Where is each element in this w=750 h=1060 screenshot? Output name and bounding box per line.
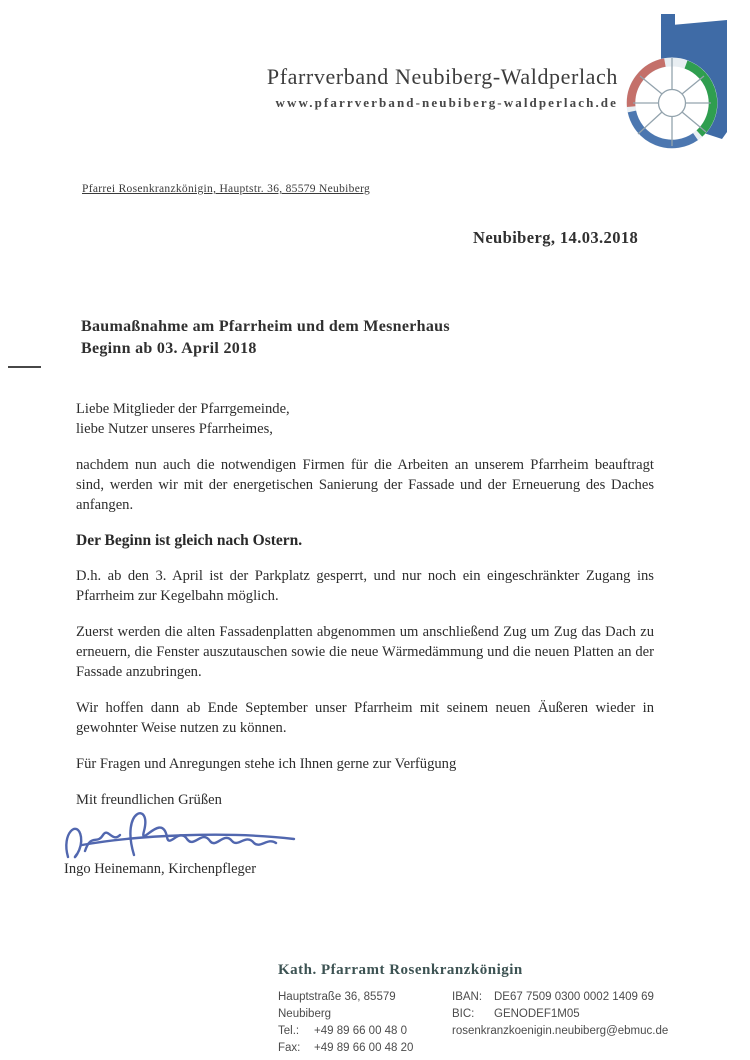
fax-label: Fax: (278, 1042, 301, 1054)
sender-address-line: Pfarrei Rosenkranzkönigin, Hauptstr. 36, 85579 Neubiberg (82, 183, 371, 195)
tel-label: Tel.: (278, 1025, 300, 1037)
footer-left-column (278, 989, 446, 1057)
tel-value: +49 89 66 00 48 0 (314, 1025, 408, 1037)
letter-body (76, 399, 654, 826)
footer-tel-row (278, 1023, 446, 1040)
footer-email: rosenkranzkoenigin.neubiberg@ebmuc.de (452, 1025, 669, 1037)
subject-block (81, 316, 450, 360)
paragraph: D.h. ab den 3. April ist der Parkplatz gesperrt, und nur noch ein eingeschränkter Zugang ins Pfarrheim zur Kegelbahn möglich. (76, 568, 654, 604)
footer-fax-row (278, 1040, 446, 1057)
bic-value: GENODEF1M05 (494, 1008, 580, 1020)
footer-address: Hauptstraße 36, 85579 Neubiberg (278, 991, 396, 1020)
website-url: www.pfarrverband-neubiberg-waldperlach.de (275, 95, 618, 110)
paragraph: nachdem nun auch die notwendigen Firmen für die Arbeiten an unserem Pfarrheim beauftragt sind, werden wir mit der energetischen Sanierung der Fassade und der Erneuerung des Daches anfangen. (76, 457, 654, 513)
bic-label: BIC: (452, 1008, 475, 1020)
footer-bic-row (452, 1006, 668, 1023)
organization-name: Pfarrverband Neubiberg-Waldperlach (266, 64, 618, 89)
paragraph: Für Fragen und Anregungen stehe ich Ihnen gerne zur Verfügung (76, 756, 457, 772)
signer-name: Ingo Heinemann, Kirchenpfleger (64, 861, 257, 877)
fax-value: +49 89 66 00 48 20 (314, 1042, 414, 1054)
footer-iban-row (452, 989, 668, 1006)
salutation-line-2: liebe Nutzer unseres Pfarrheimes, (76, 421, 273, 437)
subject-line-2: Beginn ab 03. April 2018 (81, 340, 257, 357)
footer-parish-title: Kath. Pfarramt Rosenkranzkönigin (278, 962, 523, 978)
salutation-line-1: Liebe Mitglieder der Pfarrgemeinde, (76, 401, 290, 417)
paragraph: Zuerst werden die alten Fassadenplatten abgenommen um anschließend Zug um Zug das Dach zu erneuern, die Fenster auszutauschen sowie die neue Wärmedämmung und die neuen Platten an der Fassade anzubringen. (76, 624, 654, 680)
closing-phrase: Mit freundlichen Grüßen (76, 792, 222, 808)
footer-contact-block (278, 989, 698, 1057)
iban-label: IBAN: (452, 991, 483, 1003)
paragraph: Wir hoffen dann ab Ende September unser Pfarrheim mit seinem neuen Äußeren wieder in gewohnter Weise nutzen zu können. (76, 700, 654, 736)
fold-mark (8, 366, 41, 368)
subject-line-1: Baumaßnahme am Pfarrheim und dem Mesnerhaus (81, 318, 450, 335)
footer-right-column (452, 989, 668, 1057)
paragraph-emphasis: Der Beginn ist gleich nach Ostern. (76, 532, 303, 549)
salutation (76, 399, 654, 439)
date-line: Neubiberg, 14.03.2018 (473, 228, 639, 247)
iban-value: DE67 7509 0300 0002 1409 69 (494, 991, 654, 1003)
parish-logo-icon (614, 6, 744, 158)
